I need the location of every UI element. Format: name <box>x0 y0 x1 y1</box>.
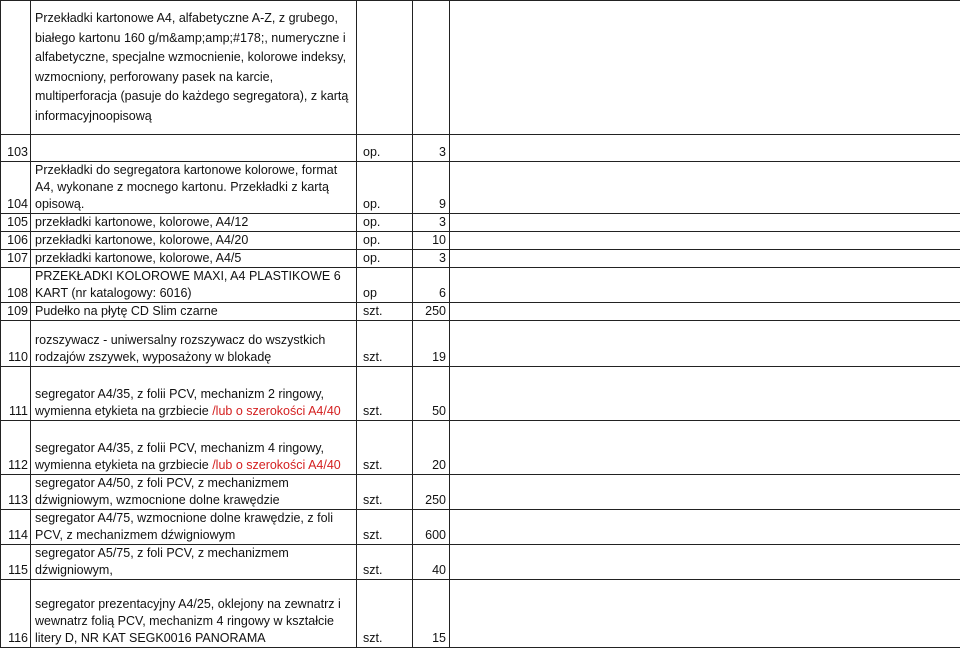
description-text: segregator A5/75, z foli PCV, z mechanizmem dźwigniowym, <box>35 546 289 577</box>
empty-cell <box>450 268 960 303</box>
row-number: 111 <box>1 367 31 421</box>
table-row <box>1 232 960 250</box>
item-description <box>31 421 357 475</box>
quantity: 3 <box>413 135 450 162</box>
item-description <box>31 545 357 580</box>
description-note-red: /lub o szerokości A4/40 <box>212 458 341 472</box>
empty-cell <box>450 580 960 648</box>
quantity: 6 <box>413 268 450 303</box>
row-number: 106 <box>1 232 31 250</box>
table-row <box>1 510 960 545</box>
unit: op. <box>357 162 413 214</box>
item-description <box>31 580 357 648</box>
table-row <box>1 421 960 475</box>
unit: szt. <box>357 303 413 321</box>
row-number: 114 <box>1 510 31 545</box>
row-number: 107 <box>1 250 31 268</box>
item-description <box>31 135 357 162</box>
empty-cell <box>450 475 960 510</box>
quantity: 250 <box>413 303 450 321</box>
description-text: Przekładki do segregatora kartonowe kolorowe, format A4, wykonane z mocnego kartonu. Przekładki z kartą opisową. <box>35 163 338 211</box>
item-description <box>31 162 357 214</box>
quantity: 250 <box>413 475 450 510</box>
unit <box>357 1 413 135</box>
table-row <box>1 475 960 510</box>
table-row <box>1 250 960 268</box>
description-text: przekładki kartonowe, kolorowe, A4/5 <box>35 251 242 265</box>
quantity: 3 <box>413 214 450 232</box>
empty-cell <box>450 214 960 232</box>
quantity: 9 <box>413 162 450 214</box>
empty-cell <box>450 367 960 421</box>
row-number: 104 <box>1 162 31 214</box>
quantity: 50 <box>413 367 450 421</box>
quantity: 10 <box>413 232 450 250</box>
item-description <box>31 475 357 510</box>
table-row <box>1 1 960 135</box>
quantity: 19 <box>413 321 450 367</box>
row-number: 103 <box>1 135 31 162</box>
row-number: 109 <box>1 303 31 321</box>
item-description <box>31 303 357 321</box>
description-text: PRZEKŁADKI KOLOROWE MAXI, A4 PLASTIKOWE 6 KART (nr katalogowy: 6016) <box>35 269 341 300</box>
table-row <box>1 135 960 162</box>
empty-cell <box>450 545 960 580</box>
unit: szt. <box>357 475 413 510</box>
description-text: segregator A4/50, z foli PCV, z mechanizmem dźwigniowym, wzmocnione dolne krawędzie <box>35 476 289 507</box>
quantity <box>413 1 450 135</box>
item-description <box>31 321 357 367</box>
description-text: Pudełko na płytę CD Slim czarne <box>35 304 218 318</box>
empty-cell <box>450 510 960 545</box>
item-description <box>31 510 357 545</box>
item-description <box>31 250 357 268</box>
unit: szt. <box>357 545 413 580</box>
description-text: przekładki kartonowe, kolorowe, A4/20 <box>35 233 249 247</box>
item-description <box>31 214 357 232</box>
row-number: 115 <box>1 545 31 580</box>
empty-cell <box>450 1 960 135</box>
quantity: 600 <box>413 510 450 545</box>
unit: op. <box>357 232 413 250</box>
empty-cell <box>450 135 960 162</box>
table-row <box>1 268 960 303</box>
unit: op. <box>357 250 413 268</box>
table-row <box>1 580 960 648</box>
quantity: 40 <box>413 545 450 580</box>
item-description <box>31 268 357 303</box>
row-number: 108 <box>1 268 31 303</box>
description-text: Przekładki kartonowe A4, alfabetyczne A-Z, z grubego, białego kartonu 160 g/m&amp;amp;#178;, numeryczne i alfabetyczne, specjalne wzmocnienie, kolorowe indeksy, wzmocniony, perforowany pasek na karcie, multiperforacja (pasuje do każdego segregatora), z kartą informacyjnoopisową <box>35 11 349 123</box>
empty-cell <box>450 321 960 367</box>
empty-cell <box>450 303 960 321</box>
unit: op. <box>357 135 413 162</box>
empty-cell <box>450 421 960 475</box>
row-number: 113 <box>1 475 31 510</box>
unit: szt. <box>357 321 413 367</box>
row-number: 116 <box>1 580 31 648</box>
unit: szt. <box>357 510 413 545</box>
table-row <box>1 214 960 232</box>
table-row <box>1 321 960 367</box>
unit: szt. <box>357 367 413 421</box>
table-row <box>1 367 960 421</box>
item-description <box>31 232 357 250</box>
quantity: 20 <box>413 421 450 475</box>
empty-cell <box>450 232 960 250</box>
table-row <box>1 162 960 214</box>
unit: szt. <box>357 421 413 475</box>
description-text: segregator A4/35, z folii PCV, mechanizm 2 ringowy, wymienna etykieta na grzbiecie <box>35 387 325 418</box>
description-text: segregator A4/35, z folii PCV, mechanizm 4 ringowy, wymienna etykieta na grzbiecie <box>35 441 325 472</box>
empty-cell <box>450 250 960 268</box>
empty-cell <box>450 162 960 214</box>
row-number: 112 <box>1 421 31 475</box>
item-description <box>31 367 357 421</box>
description-text: rozszywacz - uniwersalny rozszywacz do wszystkich rodzajów zszywek, wyposażony w blokadę <box>35 333 326 364</box>
description-note-red: /lub o szerokości A4/40 <box>212 404 341 418</box>
table-row <box>1 303 960 321</box>
quantity: 15 <box>413 580 450 648</box>
unit: op. <box>357 214 413 232</box>
row-number: 110 <box>1 321 31 367</box>
table-row <box>1 545 960 580</box>
item-description <box>31 1 357 135</box>
unit: szt. <box>357 580 413 648</box>
description-text: segregator A4/75, wzmocnione dolne krawędzie, z foli PCV, z mechanizmem dźwigniowym <box>35 511 334 542</box>
unit: op <box>357 268 413 303</box>
quantity: 3 <box>413 250 450 268</box>
description-text: segregator prezentacyjny A4/25, oklejony na zewnatrz i wewnatrz folią PCV, mechanizm 4 ringowy w kształcie litery D, NR KAT SEGK0016 PANORAMA <box>35 597 341 645</box>
row-number <box>1 1 31 135</box>
row-number: 105 <box>1 214 31 232</box>
description-text: przekładki kartonowe, kolorowe, A4/12 <box>35 215 249 229</box>
